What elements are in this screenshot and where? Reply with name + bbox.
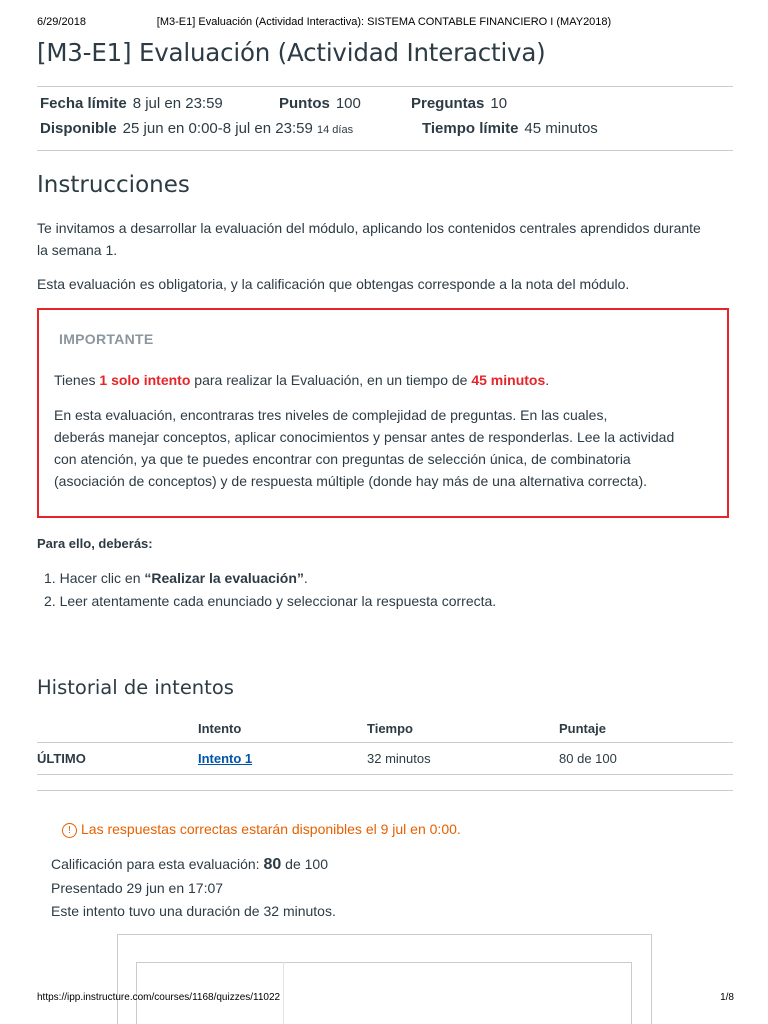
availability	[40, 120, 353, 137]
points-value: 100	[335, 95, 361, 112]
table-row	[37, 743, 733, 775]
attempt-time: 45 minutos	[471, 372, 546, 388]
table-header-row	[37, 714, 733, 743]
instructions-p1-line2: la semana 1.	[37, 242, 118, 258]
callout-paragraph	[54, 404, 714, 492]
questions	[411, 95, 507, 112]
col-header-score: Puntaje	[559, 714, 733, 743]
step-text: Leer atentamente cada enunciado y seleccionar la respuesta correcta.	[59, 593, 497, 609]
instructions-p1-line1: Te invitamos a desarrollar la evaluación del módulo, aplicando los contenidos centrales aprendidos durante	[37, 220, 701, 236]
score-value: 80	[559, 751, 574, 766]
callout-line: En esta evaluación, encontraras tres niveles de complejidad de preguntas. En las cuales,	[54, 407, 608, 423]
footer-url: https://ipp.instructure.com/courses/1168/quizzes/11022	[37, 992, 281, 1003]
time-limit-label: Tiempo límite	[422, 120, 519, 137]
attempt-text: .	[545, 372, 550, 388]
attempt-time: 32 minutos	[367, 743, 559, 775]
time-limit	[422, 120, 598, 137]
page-title: [M3-E1] Evaluación (Actividad Interactiva)	[37, 38, 546, 67]
points	[279, 95, 361, 112]
submitted-date: Presentado 29 jun en 17:07	[51, 880, 224, 896]
notice-text: Las respuestas correctas estarán disponibles el 9 jul en 0:00.	[81, 821, 461, 837]
step-item	[37, 567, 496, 590]
attempt-text: para realizar la Evaluación, en un tiempo de	[190, 372, 472, 388]
step-emphasis: “Realizar la evaluación”	[144, 570, 304, 586]
important-heading: IMPORTANTE	[59, 331, 154, 347]
step-number: 2.	[44, 593, 56, 609]
available-days: 14 días	[317, 124, 354, 136]
attempt-cell	[198, 743, 367, 775]
score-total: de 100	[577, 751, 617, 766]
step-number: 1.	[44, 570, 56, 586]
attempt-link[interactable]: Intento 1	[198, 751, 253, 766]
points-label: Puntos	[279, 95, 330, 112]
divider	[37, 86, 733, 87]
grade-total: de 100	[281, 856, 328, 872]
attempt-label: ÚLTIMO	[37, 743, 198, 775]
step-text: .	[303, 570, 308, 586]
col-header-time: Tiempo	[367, 714, 559, 743]
info-icon: !	[62, 823, 77, 838]
attempt-summary	[54, 372, 549, 388]
divider	[37, 790, 733, 791]
answers-notice	[62, 821, 461, 838]
grade-label: Calificación para esta evaluación:	[51, 856, 264, 872]
print-date: 6/29/2018	[37, 16, 86, 28]
grade-value: 80	[263, 856, 282, 873]
available-value: 25 jun en 0:00-8 jul en 23:59	[122, 120, 313, 137]
step-item	[37, 590, 496, 613]
questions-value: 10	[490, 95, 508, 112]
available-label: Disponible	[40, 120, 117, 137]
important-callout	[37, 308, 729, 518]
instructions-paragraph-2: Esta evaluación es obligatoria, y la calificación que obtengas corresponde a la nota del módulo.	[37, 276, 630, 292]
steps-intro: Para ello, deberás:	[37, 536, 153, 551]
instructions-heading: Instrucciones	[37, 172, 190, 198]
col-header-empty	[37, 714, 198, 743]
callout-line: con atención, ya que te puedes encontrar con preguntas de selección única, de combinatoria	[54, 451, 631, 467]
callout-line: (asociación de conceptos) y de respuesta múltiple (donde hay más de una alternativa correcta).	[54, 473, 647, 489]
quiz-frame-divider	[283, 962, 284, 1024]
step-text: Hacer clic en	[59, 570, 145, 586]
attempt-text: Tienes	[54, 372, 100, 388]
col-header-attempt: Intento	[198, 714, 367, 743]
footer-page: 1/8	[720, 992, 734, 1003]
due-value: 8 jul en 23:59	[132, 95, 223, 112]
attempt-duration: Este intento tuvo una duración de 32 minutos.	[51, 903, 336, 919]
due-date	[40, 95, 223, 112]
attempt-history-table	[37, 714, 733, 775]
callout-line: deberás manejar conceptos, aplicar conocimientos y pensar antes de responderlas. Lee la actividad	[54, 429, 675, 445]
due-label: Fecha límite	[40, 95, 127, 112]
questions-label: Preguntas	[411, 95, 485, 112]
divider	[37, 150, 733, 151]
time-limit-value: 45 minutos	[524, 120, 598, 137]
attempt-score	[559, 743, 733, 775]
attempt-count: 1 solo intento	[99, 372, 191, 388]
grade	[51, 856, 328, 874]
print-title: [M3-E1] Evaluación (Actividad Interactiva): SISTEMA CONTABLE FINANCIERO I (MAY2018)	[156, 16, 612, 28]
steps-list	[37, 567, 496, 613]
instructions-paragraph-1	[37, 217, 733, 261]
history-heading: Historial de intentos	[37, 676, 234, 699]
